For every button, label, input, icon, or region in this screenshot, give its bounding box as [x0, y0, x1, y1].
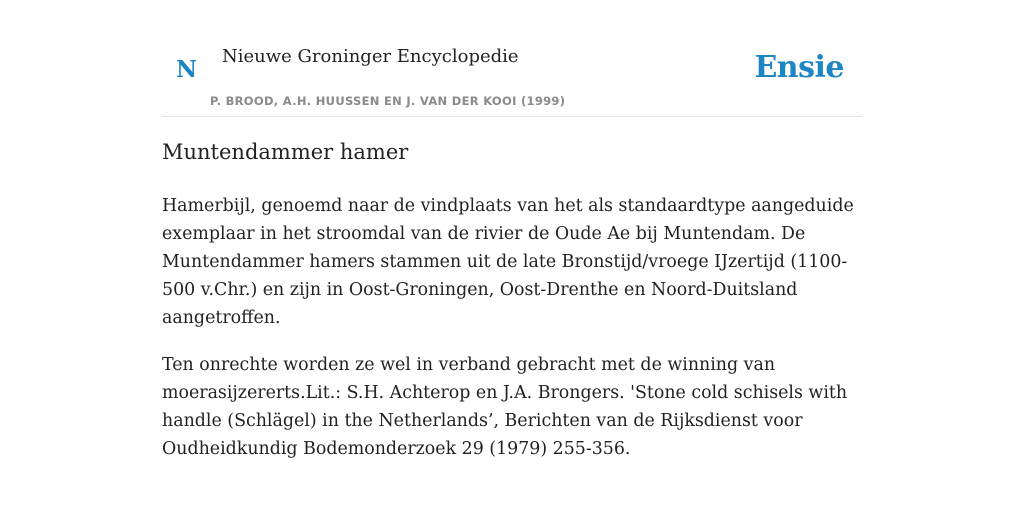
entry-paragraph: Ten onrechte worden ze wel in verband gebracht met de winning van moerasijzererts.Lit.: S.H. Achterop en J.A. Brongers. 'Stone cold schisels with handle (Schlägel) in the Netherlands’, Berichten van de Rijksdienst voor Oudheidkundig Bodemonderzoek 29 (1979) 255-356.	[162, 355, 848, 459]
book-authors: P. BROOD, A.H. HUUSSEN EN J. VAN DER KOOI (1999)	[210, 94, 566, 108]
ensie-logo[interactable]: Ensie	[754, 50, 844, 85]
entry-title: Muntendammer hamer	[162, 140, 409, 164]
entry-body	[162, 192, 862, 482]
entry-paragraph: Hamerbijl, genoemd naar de vindplaats van het als standaardtype aangeduide exemplaar in het stroomdal van de rivier de Oude Ae bij Muntendam. De Muntendammer hamers stammen uit de late Bronstijd/vroege IJzertijd (1100-500 v.Chr.) en zijn in Oost-Groningen, Oost-Drenthe en Noord-Duitsland aangetroffen.	[162, 196, 854, 328]
book-header	[162, 36, 862, 117]
book-letter-icon: N	[176, 56, 198, 83]
book-title[interactable]: Nieuwe Groninger Encyclopedie	[222, 46, 519, 67]
